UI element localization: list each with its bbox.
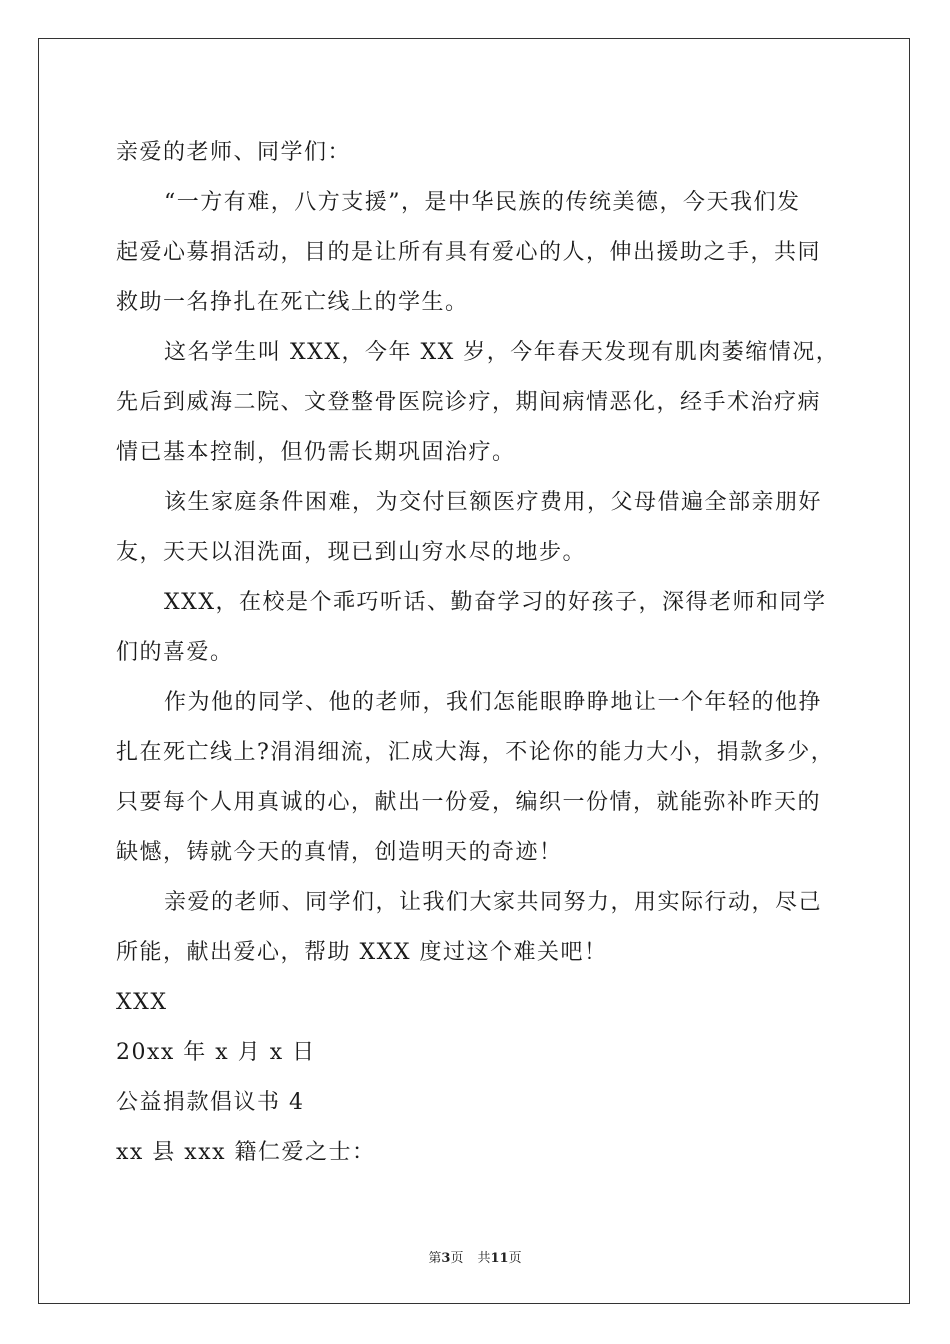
page-prefix: 第 bbox=[428, 1251, 442, 1266]
signature: XXX bbox=[116, 990, 168, 1015]
page-number: 3 bbox=[441, 1251, 451, 1266]
paragraph-line: 先后到威海二院、文登整骨医院诊疗，期间病情恶化，经手术治疗病 bbox=[116, 390, 822, 415]
total-suffix: 页 bbox=[508, 1251, 522, 1266]
paragraph-line: 作为他的同学、他的老师，我们怎能眼睁睁地让一个年轻的他挣 bbox=[164, 690, 823, 715]
paragraph-line: 扎在死亡线上?涓涓细流，汇成大海，不论你的能力大小，捐款多少， bbox=[116, 740, 835, 765]
page-suffix: 页 bbox=[450, 1251, 464, 1266]
page-footer bbox=[0, 1247, 950, 1266]
salutation: 亲爱的老师、同学们： bbox=[116, 140, 352, 165]
paragraph-line: 情已基本控制，但仍需长期巩固治疗。 bbox=[116, 440, 516, 465]
paragraph-line: 这名学生叫 XXX，今年 XX 岁，今年春天发现有肌肉萎缩情况， bbox=[164, 340, 840, 365]
paragraph-line: 亲爱的老师、同学们，让我们大家共同努力，用实际行动，尽己 bbox=[164, 890, 823, 915]
section-heading: 公益捐款倡议书 4 bbox=[116, 1090, 305, 1115]
paragraph-line: 缺憾，铸就今天的真情，创造明天的奇迹！ bbox=[116, 840, 563, 865]
date-line: 20xx 年 x 月 x 日 bbox=[116, 1040, 316, 1065]
paragraph-line: 该生家庭条件困难，为交付巨额医疗费用，父母借遍全部亲朋好 bbox=[164, 490, 823, 515]
paragraph-line: 们的喜爱。 bbox=[116, 640, 234, 665]
paragraph-line: 友，天天以泪洗面，现已到山穷水尽的地步。 bbox=[116, 540, 587, 565]
paragraph-line: 只要每个人用真诚的心，献出一份爱，编织一份情，就能弥补昨天的 bbox=[116, 790, 822, 815]
paragraph-line: 起爱心募捐活动，目的是让所有具有爱心的人，伸出援助之手，共同 bbox=[116, 240, 822, 265]
total-pages: 11 bbox=[490, 1251, 509, 1266]
total-prefix: 共 bbox=[477, 1251, 491, 1266]
paragraph-line: 救助一名挣扎在死亡线上的学生。 bbox=[116, 290, 469, 315]
salutation: xx 县 xxx 籍仁爱之士： bbox=[116, 1140, 376, 1165]
document-body bbox=[116, 128, 840, 1178]
paragraph-line: XXX，在校是个乖巧听话、勤奋学习的好孩子，深得老师和同学 bbox=[164, 590, 827, 615]
paragraph-line: “一方有难，八方支援”，是中华民族的传统美德，今天我们发 bbox=[164, 190, 801, 215]
paragraph-line: 所能，献出爱心，帮助 XXX 度过这个难关吧！ bbox=[116, 940, 608, 965]
